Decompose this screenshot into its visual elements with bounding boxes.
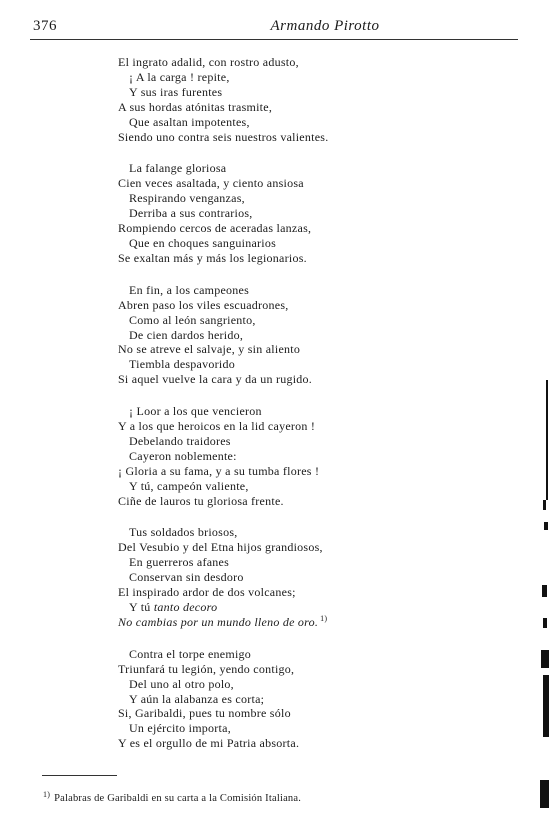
verse-text: Y a los que heroicos en la lid cayeron !	[118, 419, 316, 434]
verse-line	[0, 434, 520, 449]
verse-line	[0, 525, 520, 540]
verse-text: Y tú, campeón valiente,	[129, 478, 249, 493]
verse-line	[0, 161, 520, 176]
verse-text: En fin, a los campeones	[129, 282, 250, 297]
verse-text: Contra el torpe enemigo	[129, 646, 252, 661]
verse-line	[0, 479, 520, 494]
verse-line	[0, 298, 520, 313]
verse-line	[0, 677, 520, 692]
running-title: Armando Pirotto	[270, 18, 380, 34]
verse-line	[0, 600, 520, 615]
verse-line	[0, 313, 520, 328]
verse-line	[0, 221, 520, 236]
verse-line	[0, 176, 520, 191]
stanza	[0, 283, 520, 387]
footnote-mark: 1)	[43, 789, 51, 799]
verse-text: Un ejército importa,	[129, 721, 231, 736]
verse-line	[0, 555, 520, 570]
verse-line	[0, 100, 520, 115]
header-rule	[30, 39, 518, 40]
verse-line	[0, 342, 520, 357]
verse-line	[0, 464, 520, 479]
verse-line	[0, 647, 520, 662]
verse-text: A sus hordas atónitas trasmite,	[118, 99, 273, 114]
stanza	[0, 525, 520, 629]
verse-line	[0, 692, 520, 707]
verse-text: El inspirado ardor de dos volcanes;	[118, 585, 296, 600]
verse-text: Ciñe de lauros tu gloriosa frente.	[118, 493, 284, 508]
verse-line	[0, 283, 520, 298]
verse-text: Del uno al otro polo,	[129, 676, 234, 691]
verse-line	[0, 372, 520, 387]
verse-line	[0, 736, 520, 751]
verse-line	[0, 251, 520, 266]
verse-text: No se atreve el salvaje, y sin aliento	[118, 342, 301, 357]
verse-text: ¡ Loor a los que vencieron	[129, 404, 262, 419]
verse-text: Y tú	[129, 600, 154, 614]
verse-text: Que asaltan impotentes,	[129, 114, 250, 129]
footnote-text: Palabras de Garibaldi en su carta a la Comisión Italiana.	[54, 793, 302, 804]
verse-text: Derriba a sus contrarios,	[129, 206, 253, 221]
verse-text: ¡ Gloria a su fama, y a su tumba flores !	[118, 463, 320, 478]
verse-text: Tus soldados briosos,	[129, 525, 238, 540]
verse-text: Rompiendo cercos de aceradas lanzas,	[118, 221, 312, 236]
verse-text: Conservan sin desdoro	[129, 570, 244, 585]
verse-line	[0, 85, 520, 100]
verse-line	[0, 328, 520, 343]
verse-line	[0, 70, 520, 85]
verse-line	[0, 540, 520, 555]
verse-text: El ingrato adalid, con rostro adusto,	[118, 55, 299, 69]
verse-italic-text: No cambias por un mundo lleno de oro.	[118, 614, 319, 629]
verse-text: ¡ A la carga ! repite,	[129, 69, 230, 84]
verse-line	[0, 236, 520, 251]
poem	[0, 55, 520, 768]
verse-line	[0, 706, 520, 721]
stanza	[0, 647, 520, 751]
verse-text: Cayeron noblemente:	[129, 448, 237, 463]
verse-text: Si aquel vuelve la cara y da un rugido.	[118, 372, 313, 387]
verse-line	[0, 721, 520, 736]
verse-text: Del Vesubio y del Etna hijos grandiosos,	[118, 540, 323, 555]
verse-text: Abren paso los viles escuadrones,	[118, 297, 289, 312]
verse-text: En guerreros afanes	[129, 555, 230, 570]
verse-text: Respirando venganzas,	[129, 191, 245, 206]
verse-line	[0, 130, 520, 145]
verse-text: Como al león sangriento,	[129, 312, 256, 327]
verse-text: Se exaltan más y más los legionarios.	[118, 250, 307, 265]
verse-line	[0, 404, 520, 419]
verse-line	[0, 662, 520, 677]
verse-line	[0, 570, 520, 585]
verse-line	[0, 55, 520, 70]
footnote-rule	[42, 775, 117, 776]
stanza	[0, 55, 520, 144]
verse-text: Cien veces asaltada, y ciento ansiosa	[118, 176, 304, 191]
verse-line	[0, 419, 520, 434]
verse-text: Y sus iras furentes	[129, 84, 223, 99]
verse-text: Triunfará tu legión, yendo contigo,	[118, 661, 295, 676]
verse-italic-text: tanto decoro	[153, 600, 218, 614]
footnote	[43, 789, 302, 804]
verse-text: Si, Garibaldi, pues tu nombre sólo	[118, 706, 291, 721]
verse-text: La falange gloriosa	[129, 161, 227, 176]
verse-text: Que en choques sanguinarios	[129, 235, 277, 250]
verse-line	[0, 191, 520, 206]
verse-text: De cien dardos herido,	[129, 327, 244, 342]
verse-line	[0, 449, 520, 464]
adjacent-page-bleed	[538, 360, 550, 823]
verse-text: Debelando traidores	[129, 433, 231, 448]
footnote-reference: 1)	[320, 613, 328, 623]
verse-line	[0, 494, 520, 509]
verse-line	[0, 206, 520, 221]
stanza	[0, 404, 520, 508]
page-number: 376	[33, 18, 57, 34]
verse-line	[0, 615, 520, 630]
verse-line	[0, 357, 520, 372]
verse-text: Y es el orgullo de mi Patria absorta.	[118, 736, 300, 751]
verse-text: Tiembla despavorido	[129, 357, 235, 372]
verse-text: Siendo uno contra seis nuestros valientes.	[118, 129, 329, 144]
verse-line	[0, 115, 520, 130]
verse-line	[0, 585, 520, 600]
verse-text: Y aún la alabanza es corta;	[129, 691, 265, 706]
stanza	[0, 161, 520, 265]
